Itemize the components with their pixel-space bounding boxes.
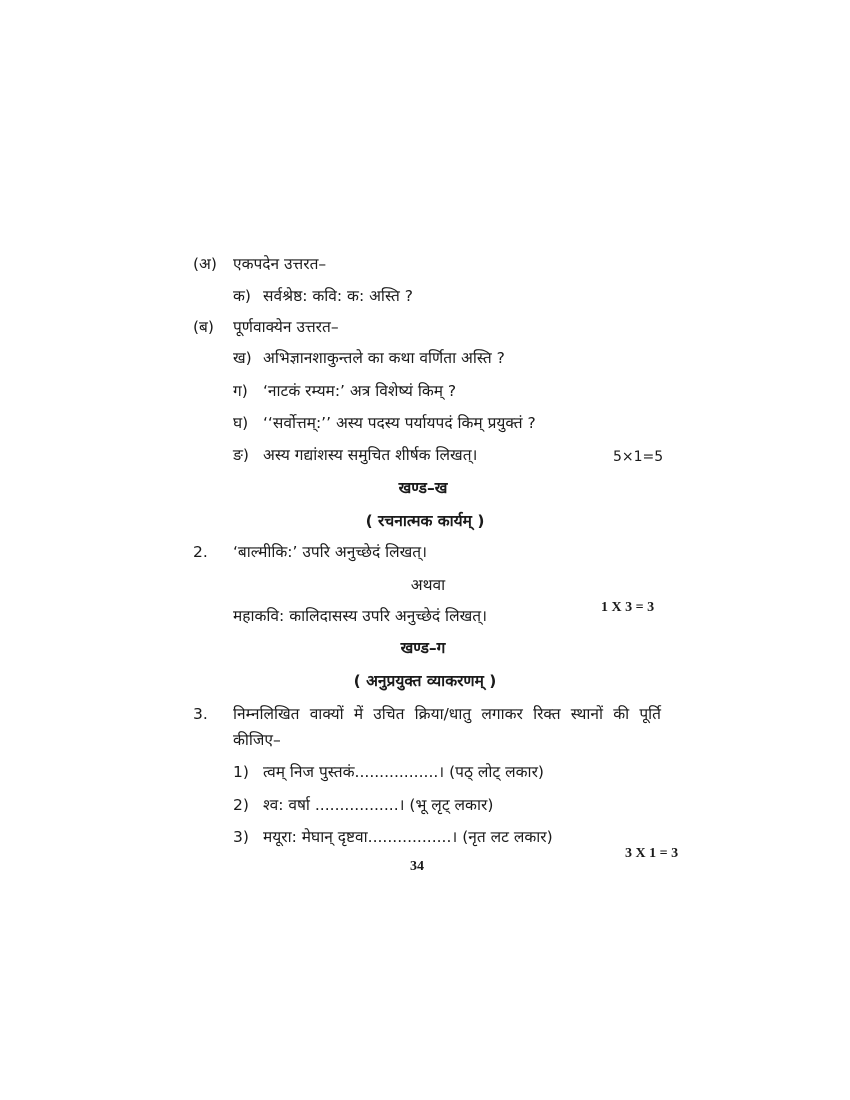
item-marker: 1) [233, 763, 249, 781]
item-marker: 3) [233, 828, 249, 846]
marks-label: 5×1=5 [613, 449, 664, 465]
or-label: अथवा [410, 576, 446, 594]
section-b-heading: पूर्णवाक्येन उत्तरत– [233, 318, 339, 336]
item-marker: ग) [233, 382, 248, 400]
question-text: ‘बाल्मीकि:’ उपरि अनुच्छेदं लिखत्। [233, 543, 428, 561]
question-item: श्व: वर्षा .................। (भू लृट् लकार) [263, 796, 494, 814]
question-item: मयूरा: मेघान् दृष्टवा.................। (नृत लट लकार) [263, 828, 553, 846]
section-subtitle: ( अनुप्रयुक्त व्याकरणम् ) [353, 672, 497, 690]
section-a-label: (अ) [193, 255, 217, 273]
question-item: सर्वश्रेष्ठ: कवि: क: अस्ति ? [263, 287, 413, 305]
item-marker: 2) [233, 796, 249, 814]
marks-label: 1 X 3 = 3 [601, 600, 655, 615]
question-text: महाकवि: कालिदासस्य उपरि अनुच्छेदं लिखत्। [233, 607, 487, 625]
question-item: त्वम् निज पुस्तकं.................। (पठ् लोट् लकार) [263, 763, 544, 781]
section-title: खण्ड–ग [400, 639, 446, 657]
item-marker: ङ) [233, 446, 249, 464]
section-subtitle: ( रचनात्मक कार्यम् ) [365, 512, 485, 530]
question-item: अस्य गद्यांशस्य समुचित शीर्षक लिखत्। [263, 446, 478, 464]
item-marker: ख) [233, 349, 252, 367]
section-title: खण्ड–ख [398, 479, 448, 497]
question-text: निम्नलिखित वाक्यों में उचित क्रिया/धातु लगाकर रिक्त स्थानों की पूर्ति कीजिए– [233, 705, 661, 749]
question-number: 2. [193, 543, 208, 561]
question-item: ‘नाटकं रम्यम:’ अत्र विशेष्यं किम् ? [263, 382, 457, 400]
marks-label: 3 X 1 = 3 [625, 846, 679, 861]
question-number: 3. [193, 705, 208, 723]
item-marker: घ) [233, 414, 249, 432]
section-b-label: (ब) [193, 318, 214, 336]
page-number: 34 [410, 859, 424, 874]
section-a-heading: एकपदेन उत्तरत– [233, 255, 327, 273]
question-item: अभिज्ञानशाकुन्तले का कथा वर्णिता अस्ति ? [263, 349, 505, 367]
item-marker: क) [233, 287, 251, 305]
question-item: ‘‘सर्वोत्तम्:’’ अस्य पदस्य पर्यायपदं किम् प्रयुक्तं ? [263, 414, 536, 432]
